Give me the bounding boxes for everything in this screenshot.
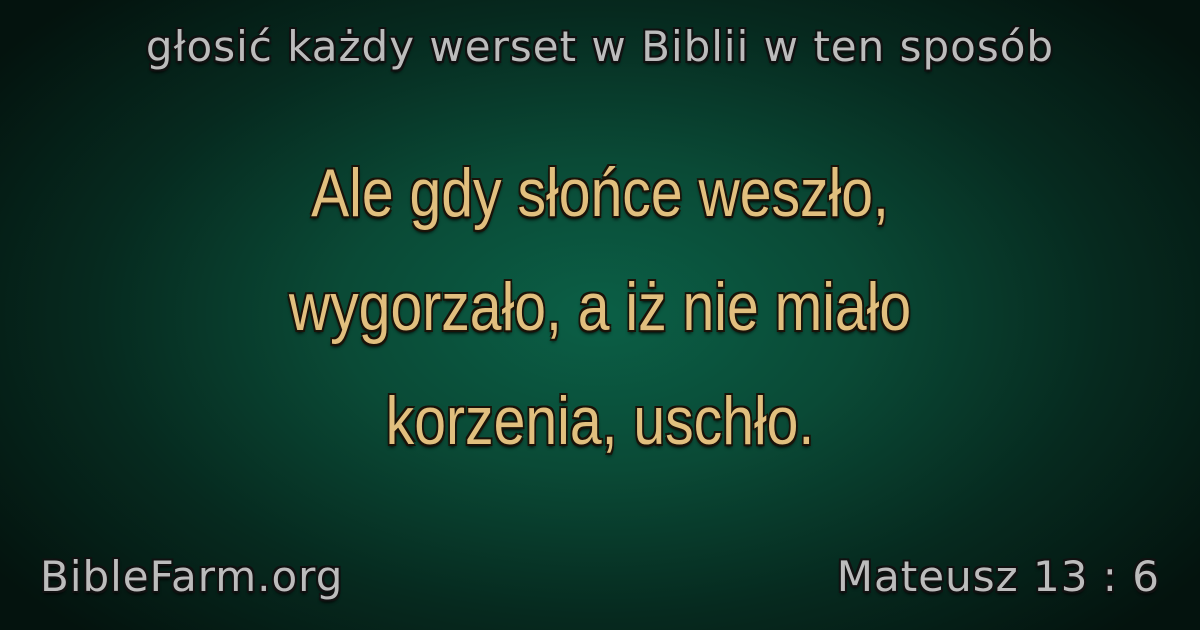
header-tagline: głosić każdy werset w Biblii w ten sposób	[145, 22, 1055, 71]
site-name: BibleFarm.org	[40, 552, 344, 601]
verse-text	[180, 136, 1020, 478]
verse-line: wygorzało, a iż nie miało	[288, 269, 912, 345]
verse-line: korzenia, uschło.	[385, 383, 815, 459]
verse-reference: Mateusz 13 : 6	[836, 552, 1160, 601]
verse-line: Ale gdy słońce weszło,	[311, 155, 889, 231]
